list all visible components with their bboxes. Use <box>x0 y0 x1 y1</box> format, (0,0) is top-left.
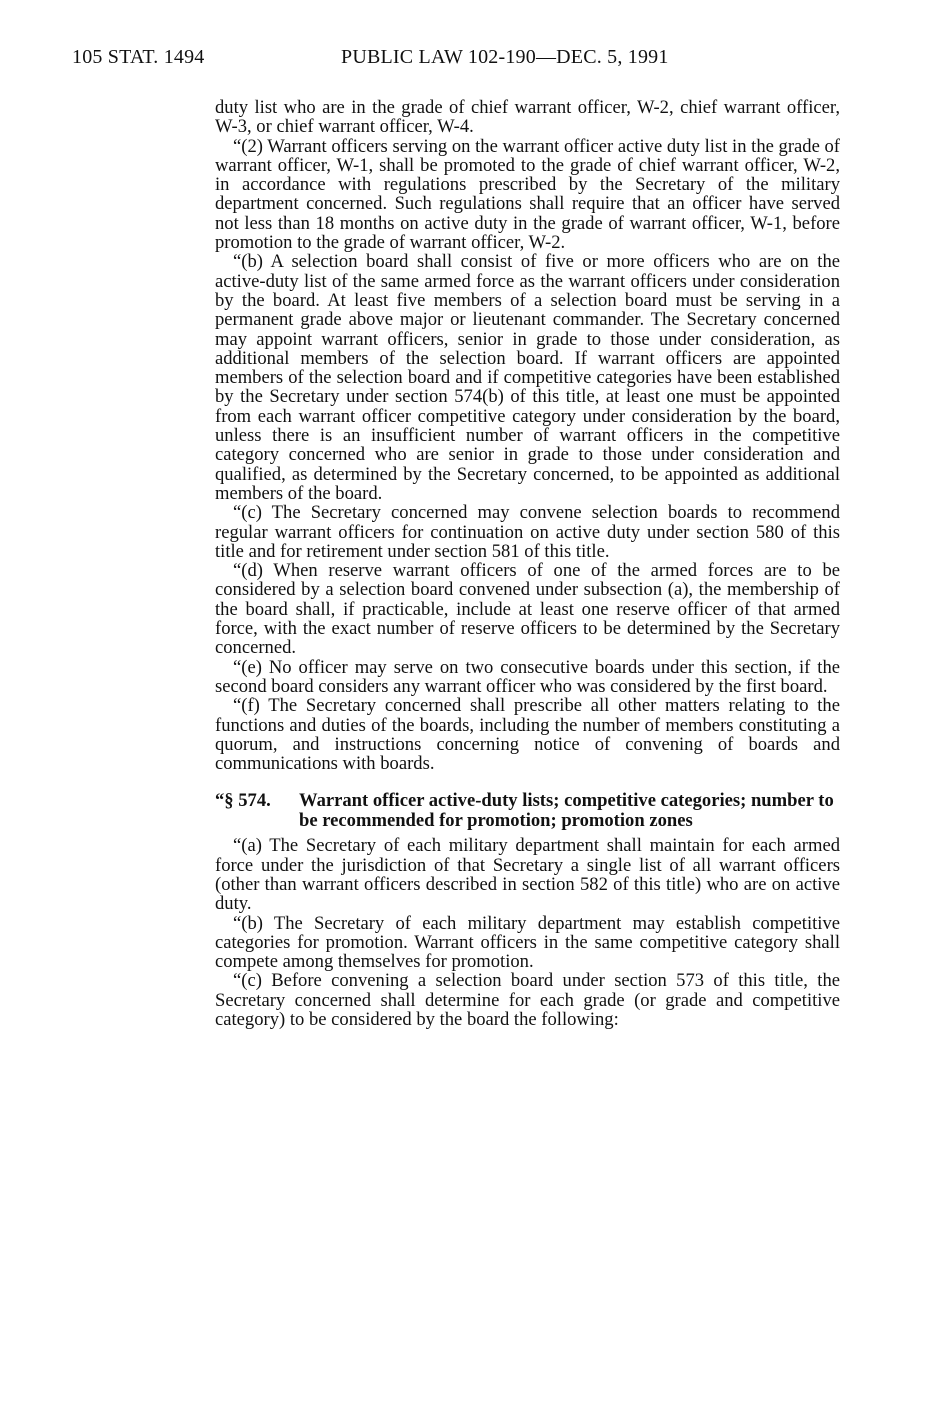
paragraph-c: “(c) The Secretary concerned may convene selection boards to recommend regular warrant officers for continuation on active duty under section 580 of this title and for retirement under section 581 of this title. <box>215 502 840 562</box>
section-heading <box>215 791 840 830</box>
section-title: Warrant officer active-duty lists; competitive categories; number to be recommended for promotion; promotion zones <box>299 790 834 831</box>
body-text <box>215 98 840 1029</box>
section-paragraph-b: “(b) The Secretary of each military department may establish competitive categories for promotion. Warrant officers in the same competitive category shall compete among themselves for promotion. <box>215 912 840 973</box>
paragraph-continuation: duty list who are in the grade of chief warrant officer, W-2, chief warrant officer, W-3, or chief warrant officer, W-4. <box>215 97 840 138</box>
paragraph-2: “(2) Warrant officers serving on the warrant officer active duty list in the grade of warrant officer, W-1, shall be promoted to the grade of chief warrant officer, W-2, in accordance with regulations prescribed by the Secretary of the military department concerned. Such regulations shall require that an officer have served not less than 18 months on active duty in the grade of warrant officer, W-1, before promotion to the grade of warrant officer, W-2. <box>215 135 840 254</box>
running-head <box>72 46 872 76</box>
public-law-reference: PUBLIC LAW 102-190—DEC. 5, 1991 <box>341 46 669 68</box>
paragraph-b: “(b) A selection board shall consist of five or more officers who are on the active-duty list of the same armed force as the warrant officers under consideration by the board. At least five members of a selection board must be serving in a permanent grade above major or lieutenant commander. The Secretary concerned may appoint warrant officers, senior in grade to those under consideration, as additional members of the selection board. If warrant officers are appointed members of the selection board and if competitive categories have been established by the Secretary under section 574(b) of this title, at least one must be appointed from each warrant officer competitive category under consideration by the board, unless there is an insufficient number of warrant officers in the competitive category concerned who are senior in grade to those under consideration and qualified, as determined by the Secretary concerned, to be appointed as additional members of the board. <box>215 251 840 504</box>
paragraph-f: “(f) The Secretary concerned shall prescribe all other matters relating to the functions and duties of the boards, including the number of members constituting a quorum, and instructions concerning notice of convening of boards and communications with boards. <box>215 695 840 775</box>
paragraph-d: “(d) When reserve warrant officers of one of the armed forces are to be considered by a selection board convened under subsection (a), the membership of the board shall, if practicable, include at least one reserve officer of that armed force, with the exact number of reserve officers to be determined by the Secretary concerned. <box>215 560 840 659</box>
stat-reference: 105 STAT. 1494 <box>72 46 205 68</box>
paragraph-e: “(e) No officer may serve on two consecutive boards under this section, if the second board considers any warrant officer who was considered by the first board. <box>215 656 840 697</box>
section-paragraph-c: “(c) Before convening a selection board under section 573 of this title, the Secretary concerned shall determine for each grade (or grade and competitive category) to be considered by the board the following: <box>215 970 840 1031</box>
section-paragraph-a: “(a) The Secretary of each military department shall maintain for each armed force under the jurisdiction of that Secretary a single list of all warrant officers (other than warrant officers described in section 582 of this title) who are on active duty. <box>215 835 840 915</box>
section-number: “§ 574. <box>215 790 271 812</box>
